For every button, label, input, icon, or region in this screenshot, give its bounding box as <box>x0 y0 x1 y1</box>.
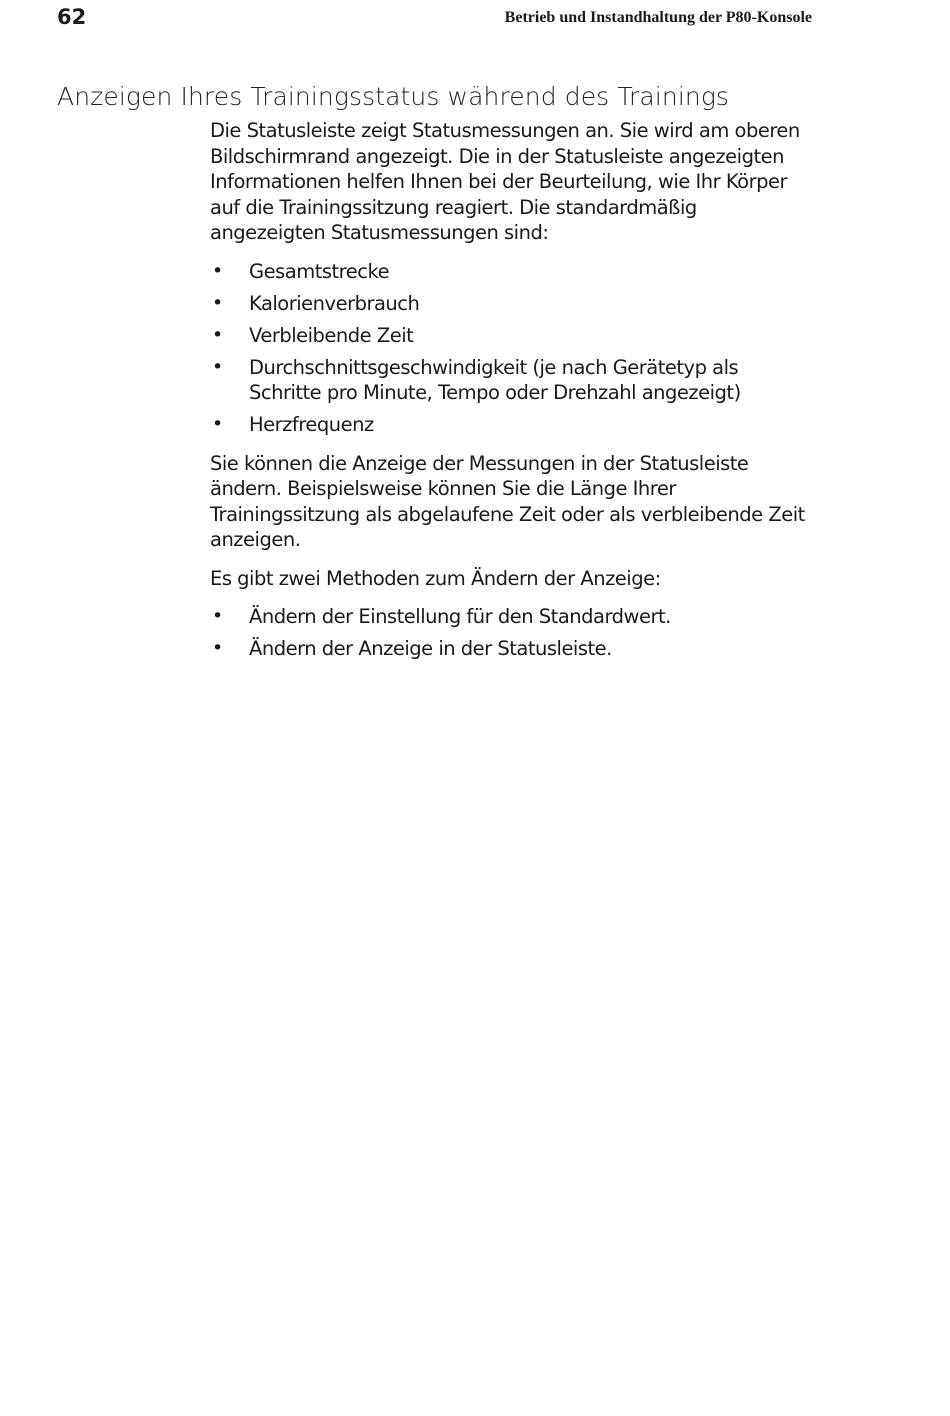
bullet-icon: • <box>212 355 223 378</box>
page-number: 62 <box>57 5 87 29</box>
list-item-text: Kalorienverbrauch <box>249 291 420 315</box>
bullet-icon: • <box>212 323 223 346</box>
bullet-icon: • <box>212 605 223 627</box>
list-item <box>210 323 810 349</box>
bullet-icon: • <box>212 637 223 659</box>
bullet-icon: • <box>212 259 223 282</box>
list-item-text: Ändern der Anzeige in der Statusleiste. <box>249 637 612 660</box>
bullet-icon: • <box>212 291 223 314</box>
running-header-title: Betrieb und Instandhaltung der P80-Konsole <box>504 9 812 26</box>
list-item <box>210 291 810 317</box>
list-item <box>210 412 810 438</box>
list-item-text: Herzfrequenz <box>249 413 374 436</box>
intro-paragraph: Die Statusleiste zeigt Statusmessungen an. Sie wird am oberen Bildschirmrand angezeigt. Die in der Statusleiste angezeigten Informationen helfen Ihnen bei der Beurteilung, wie Ihr Körper auf die Trainingssitzung reagiert. Die standardmäßig angezeigten Statusmessungen sind: <box>210 119 800 244</box>
list-item <box>210 355 810 406</box>
list-item-text: Durchschnittsgeschwindigkeit (je nach Gerätetyp als Schritte pro Minute, Tempo oder Drehzahl angezeigt) <box>249 355 741 404</box>
list-item-text: Verbleibende Zeit <box>249 323 414 347</box>
methods-list <box>210 604 810 662</box>
measurements-list <box>210 259 810 438</box>
list-item <box>210 636 810 662</box>
list-item <box>210 259 810 285</box>
methods-intro: Es gibt zwei Methoden zum Ändern der Anzeige: <box>210 566 661 590</box>
section-heading: Anzeigen Ihres Trainingsstatus während des Trainings <box>57 82 730 111</box>
change-paragraph: Sie können die Anzeige der Messungen in der Statusleiste ändern. Beispielsweise können Sie die Länge Ihrer Trainingssitzung als abgelaufene Zeit oder als verbleibende Zeit anzeigen. <box>210 451 805 551</box>
list-item-text: Gesamtstrecke <box>249 259 390 283</box>
list-item-text: Ändern der Einstellung für den Standardwert. <box>249 605 671 628</box>
body-column <box>210 118 810 662</box>
bullet-icon: • <box>212 413 223 435</box>
list-item <box>210 604 810 630</box>
